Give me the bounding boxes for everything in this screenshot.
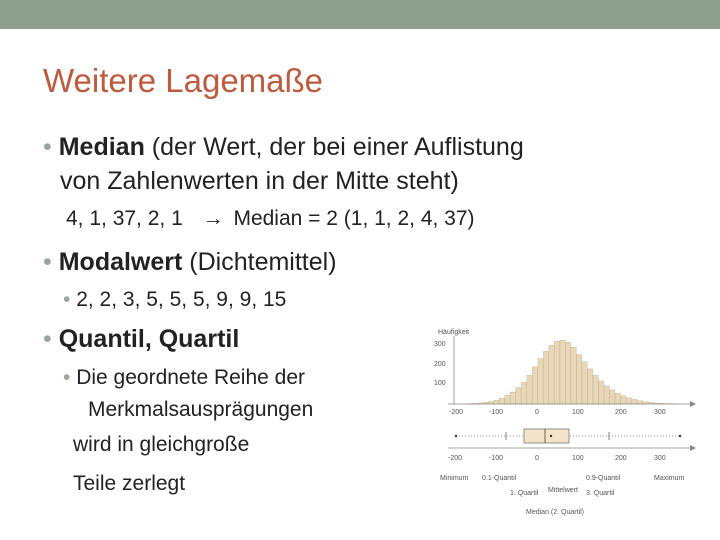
label-1-quartil: 1. Quartil: [510, 490, 539, 497]
boxplot-xtick: 100: [572, 455, 584, 462]
histogram-bar: [571, 347, 576, 404]
example-result: Median = 2 (1, 1, 2, 4, 37): [233, 207, 475, 230]
bullet-marker: •: [63, 366, 71, 389]
x-axis-arrow-icon: [690, 445, 696, 451]
quantil-text-3: wird in gleichgroße: [73, 433, 250, 456]
histogram-xtick: 300: [654, 409, 666, 416]
histogram-bar: [565, 342, 570, 404]
histogram-bar: [554, 341, 559, 404]
boxplot-xtick: 0: [535, 455, 539, 462]
histogram-bar: [593, 375, 598, 404]
arrow-right-icon: →: [202, 207, 224, 230]
term-median: Median: [58, 133, 145, 161]
median-description-line-2: von Zahlenwerten in der Mitte steht): [60, 167, 459, 195]
histogram-xticks: [449, 409, 666, 416]
bullet-marker: •: [43, 248, 52, 276]
label-mittelwert: Mittelwert: [548, 487, 578, 494]
histogram-bar: [599, 381, 604, 404]
histogram-bar: [543, 351, 548, 404]
quantil-text-1: Die geordnete Reihe der: [76, 366, 306, 389]
median-description-1: (der Wert, der bei einer Auflistung: [144, 133, 524, 161]
histogram-bars: [466, 340, 676, 404]
boxplot-max-point: [679, 435, 682, 438]
histogram-bar: [494, 400, 499, 404]
x-axis-arrow-icon: [690, 401, 696, 407]
histogram-bar: [610, 390, 615, 404]
modalwert-description: (Dichtemittel): [182, 248, 337, 276]
label-09-quantil: 0.9-Quantil: [586, 475, 621, 482]
modalwert-values: 2, 2, 3, 5, 5, 5, 9, 9, 15: [76, 288, 287, 311]
histogram-bar: [637, 401, 642, 404]
label-3-quartil: 3. Quartil: [586, 490, 615, 497]
median-example: [66, 207, 475, 231]
histogram-xtick: -200: [449, 409, 464, 416]
histogram-bar: [582, 362, 587, 404]
histogram-bar: [632, 399, 637, 404]
histogram-bar: [626, 398, 631, 404]
label-01-quantil: 0.1-Quantil: [482, 475, 517, 482]
histogram-bar: [588, 369, 593, 404]
quantil-text-2: Merkmalsausprägungen: [88, 398, 314, 421]
histogram-bar: [577, 355, 582, 405]
histogram-bar: [615, 393, 620, 404]
histogram-xtick: 200: [615, 409, 627, 416]
top-accent-bar: [0, 0, 720, 29]
histogram-bar: [604, 386, 609, 404]
bullet-marker: •: [63, 288, 71, 311]
boxplot-xtick: -100: [489, 455, 504, 462]
histogram-bar: [527, 375, 532, 404]
histogram-xtick: 100: [572, 409, 584, 416]
boxplot-mean-point: [550, 435, 552, 437]
label-median: Median (2. Quartil): [526, 509, 584, 516]
histogram-bar: [510, 392, 515, 404]
histogram-bar: [621, 396, 626, 404]
histogram-ytick: 100: [434, 380, 446, 387]
boxplot-min-point: [455, 435, 458, 438]
boxplot-xtick: -200: [448, 455, 463, 462]
bullet-marker: •: [43, 133, 52, 161]
histogram-bar: [499, 398, 504, 404]
bullet-marker: •: [43, 325, 52, 353]
histogram-ytick: 300: [434, 341, 446, 348]
quantil-text-4: Teile zerlegt: [73, 472, 186, 495]
slide-title: Weitere Lagemaße: [43, 62, 324, 99]
histogram-bar: [505, 395, 510, 404]
histogram-bar: [549, 345, 554, 404]
modalwert-example: [63, 288, 286, 312]
histogram-bar: [532, 367, 537, 404]
term-modalwert: Modalwert: [58, 248, 183, 276]
quantil-description-1: [63, 366, 305, 390]
histogram-bar: [516, 388, 521, 405]
bullet-quantil: [43, 325, 239, 354]
boxplot-xtick: 300: [654, 455, 666, 462]
term-quantil: Quantil, Quartil: [58, 325, 240, 353]
boxplot-xtick: 200: [615, 455, 627, 462]
example-values: 4, 1, 37, 2, 1: [66, 207, 183, 230]
figure-svg: [426, 322, 696, 522]
bullet-modalwert: [43, 248, 337, 277]
histogram-bar: [538, 359, 543, 404]
boxplot-box: [524, 429, 569, 443]
histogram-ytick: 200: [434, 361, 446, 368]
label-minimum: Minimum: [440, 475, 469, 482]
histogram-xtick: 0: [535, 409, 539, 416]
histogram-xtick: -100: [489, 409, 504, 416]
label-maximum: Maximum: [654, 475, 685, 482]
bullet-median: [43, 133, 524, 162]
histogram-boxplot-figure: [426, 322, 696, 522]
histogram-bar: [560, 340, 565, 404]
histogram-ylabel: Häufigkeit: [438, 329, 470, 336]
histogram-bar: [521, 382, 526, 404]
